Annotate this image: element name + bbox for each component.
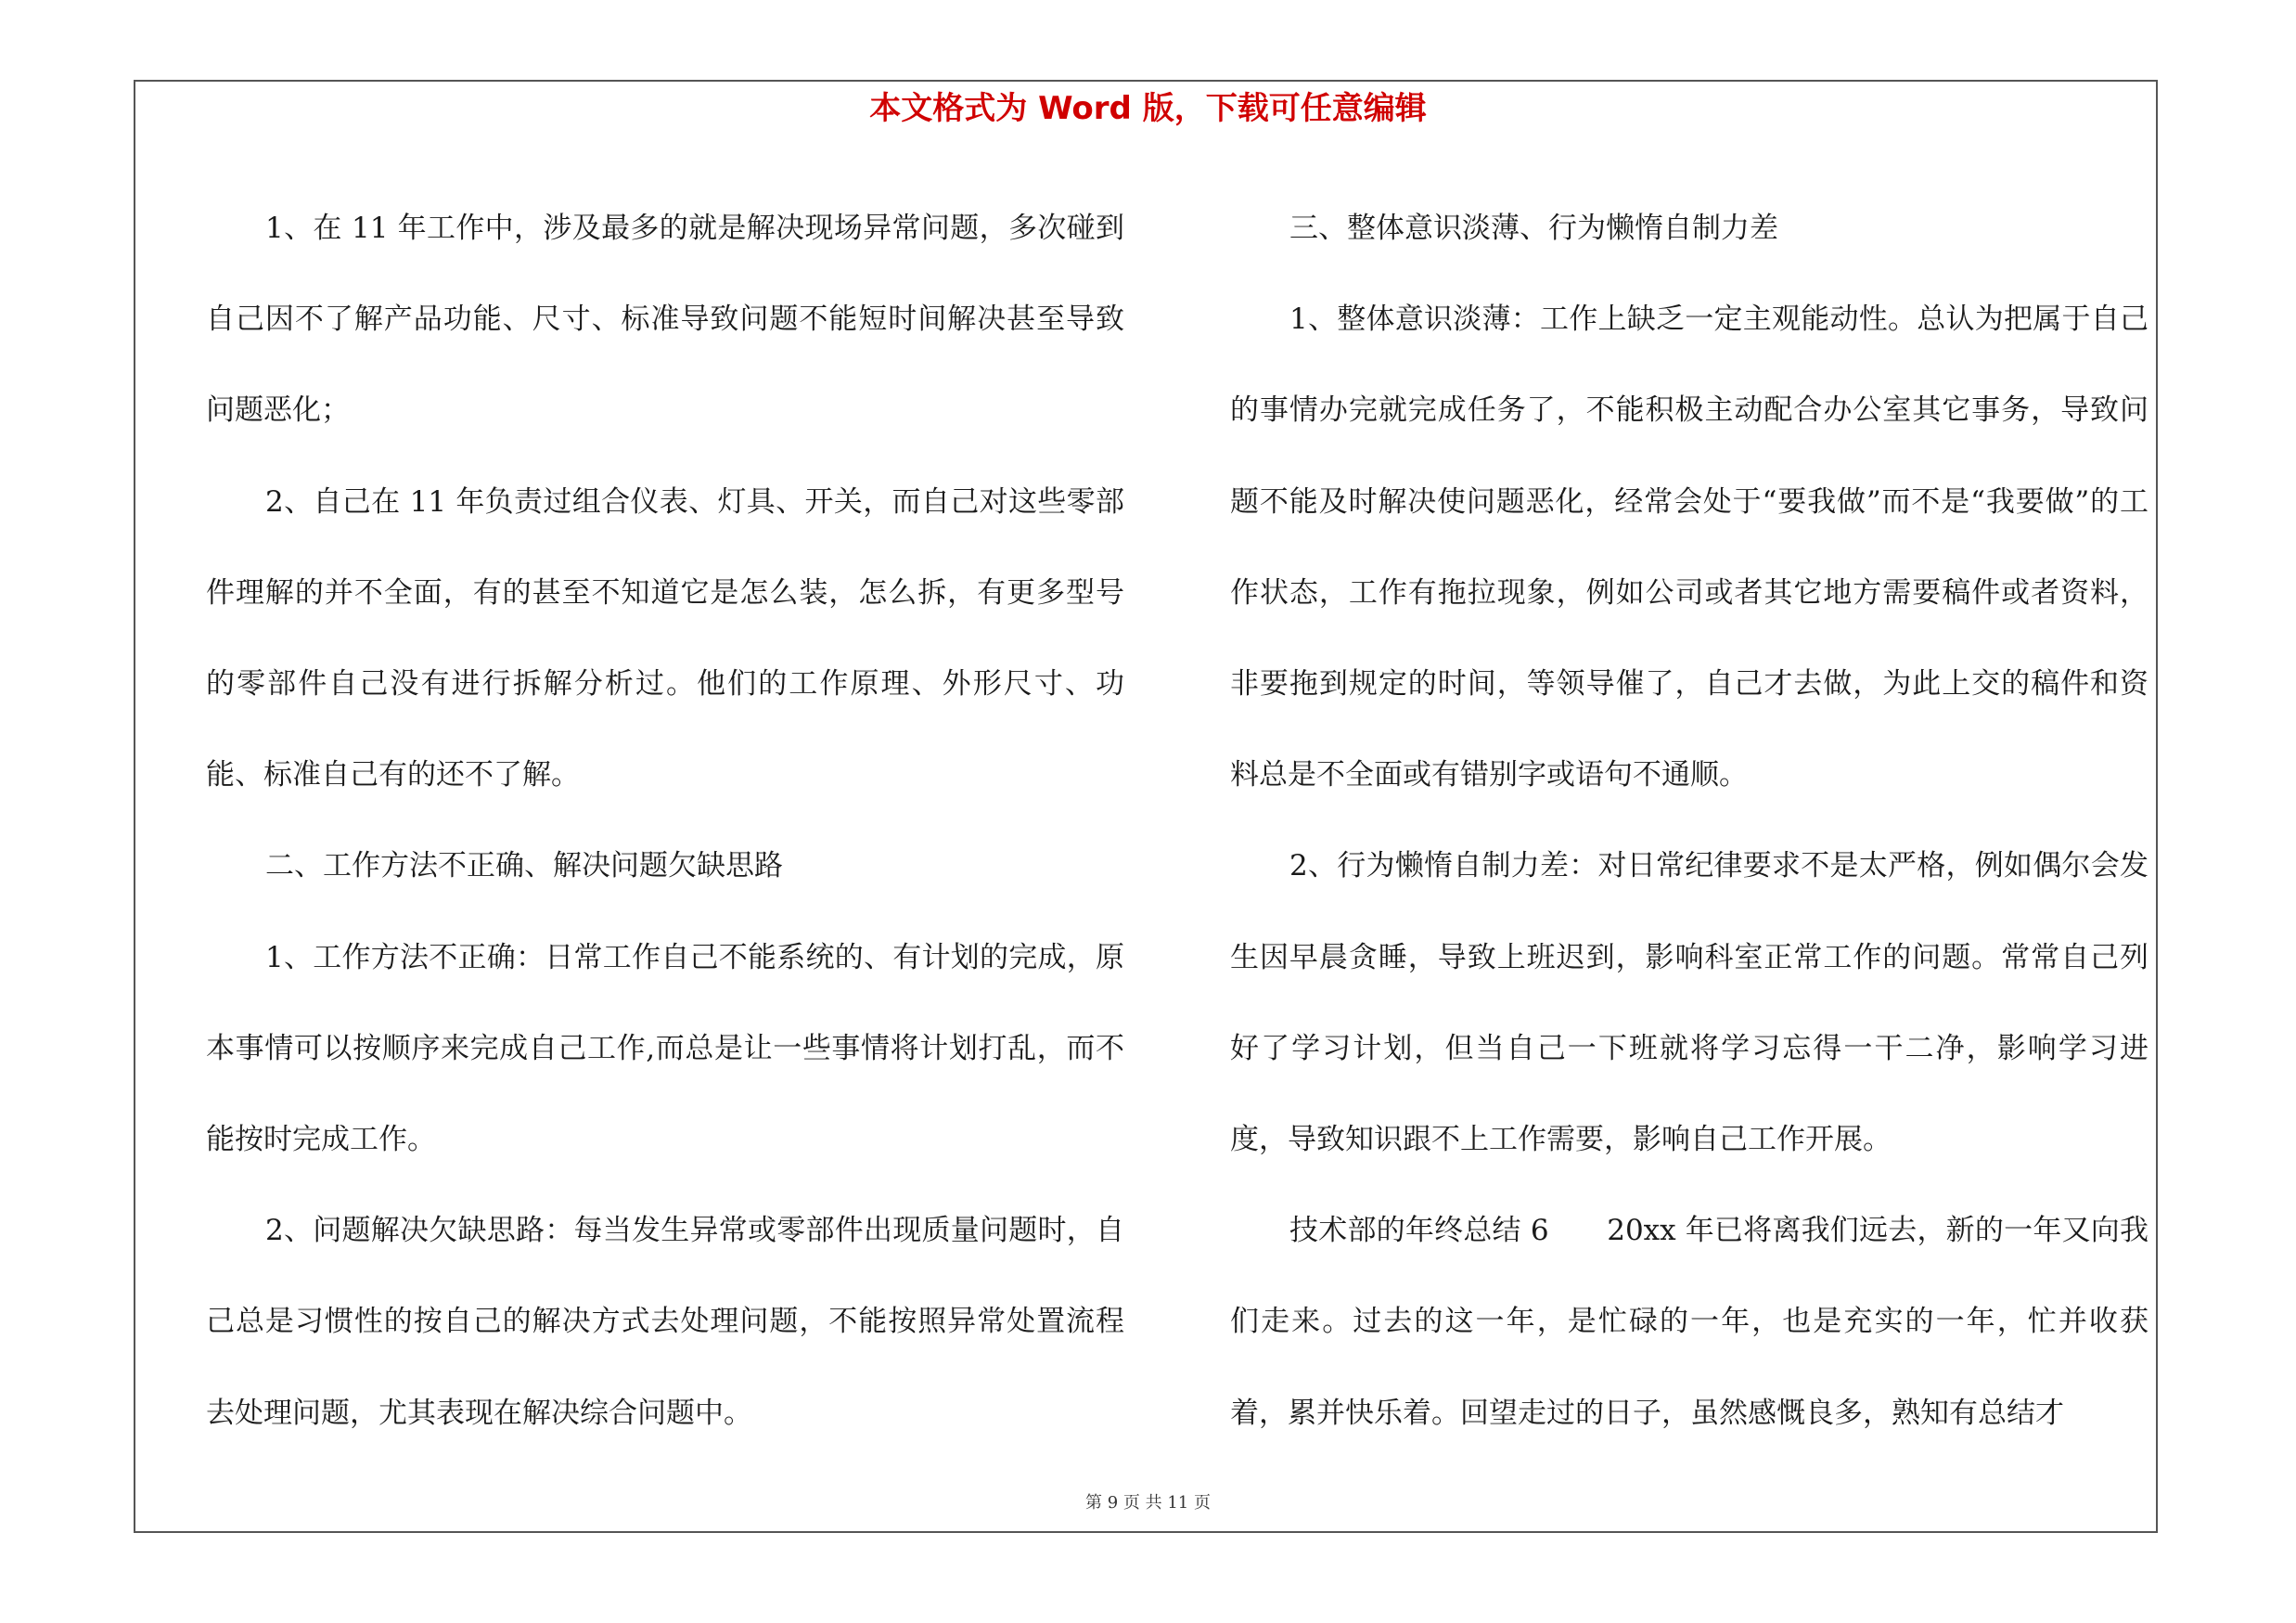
section-heading: 二、工作方法不正确、解决问题欠缺思路 [265, 849, 783, 883]
format-banner: 本文格式为 Word 版，下载可任意编辑 [869, 90, 1427, 127]
paragraph: 1、整体意识淡薄：工作上缺乏一定主观能动性。总认为把属于自己的事情办完就完成任务了，不能积极主动配合办公室其它事务，导致问题不能及时解决使问题恶化，经常会处于“要我做”而不是“我要做”的工作状态，工作有拖拉现象，例如公司或者其它地方需要稿件或者资料，非要拖到规定的时间，等领导催了，自己才去做，为此上交的稿件和资料总是不全面或有错别字或语句不通顺。 [1230, 303, 2148, 792]
page-number: 第 9 页 共 11 页 [1085, 1493, 1211, 1513]
paragraph: 2、行为懒惰自制力差：对日常纪律要求不是太严格，例如偶尔会发生因早晨贪睡，导致上班迟到，影响科室正常工作的问题。常常自己列好了学习计划，但当自己一下班就将学习忘得一干二净，影响学习进度，导致知识跟不上工作需要，影响自己工作开展。 [1230, 849, 2148, 1157]
paragraph: 2、问题解决欠缺思路：每当发生异常或零部件出现质量问题时，自己总是习惯性的按自己的解决方式去处理问题，不能按照异常处置流程去处理问题，尤其表现在解决综合问题中。 [206, 1214, 1124, 1430]
paragraph: 2、自己在 11 年负责过组合仪表、灯具、开关，而自己对这些零部件理解的并不全面，有的甚至不知道它是怎么装，怎么拆，有更多型号的零部件自己没有进行拆解分析过。他们的工作原理、外形尺寸、功能、标准自己有的还不了解。 [206, 484, 1124, 792]
left-column [206, 183, 1124, 1459]
paragraph: 技术部的年终总结 6 20xx 年已将离我们远去，新的一年又向我们走来。过去的这一年，是忙碌的一年，也是充实的一年，忙并收获着，累并快乐着。回望走过的日子，虽然感慨良多，熟知有总结才 [1230, 1214, 2148, 1430]
section-heading: 三、整体意识淡薄、行为懒惰自制力差 [1289, 212, 1778, 245]
right-column [1230, 183, 2148, 1459]
paragraph: 1、工作方法不正确：日常工作自己不能系统的、有计划的完成，原本事情可以按顺序来完成自己工作,而总是让一些事情将计划打乱，而不能按时完成工作。 [206, 940, 1124, 1157]
paragraph: 1、在 11 年工作中，涉及最多的就是解决现场异常问题，多次碰到自己因不了解产品功能、尺寸、标准导致问题不能短时间解决甚至导致问题恶化； [206, 212, 1124, 428]
